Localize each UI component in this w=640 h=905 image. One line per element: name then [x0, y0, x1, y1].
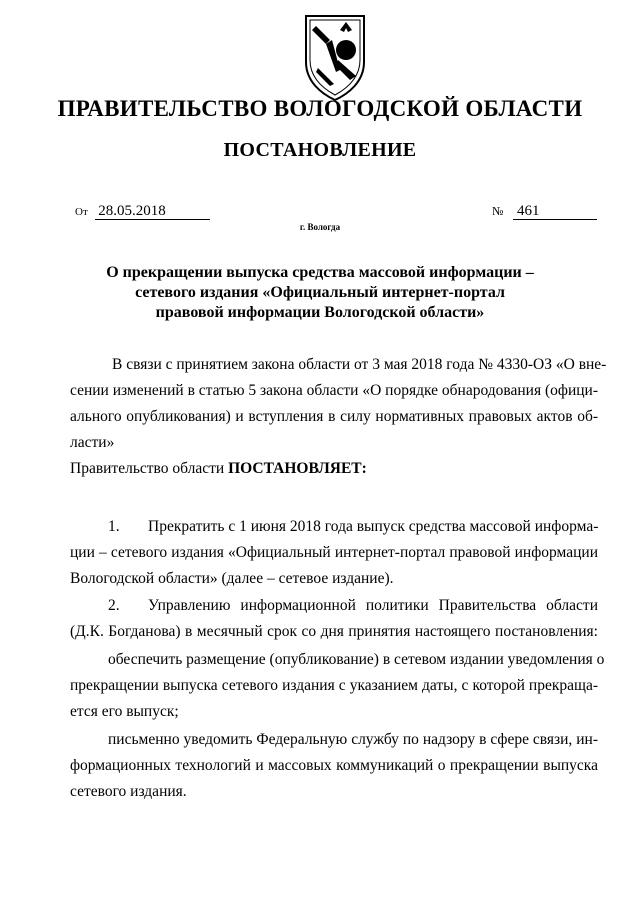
item-2-paragraph	[70, 593, 598, 645]
date-label: От	[75, 206, 88, 218]
item-number: 1.	[108, 518, 120, 535]
date-value: 28.05.2018	[95, 203, 210, 220]
number-value: 461	[513, 203, 597, 220]
date-field	[75, 203, 210, 220]
number-field	[492, 203, 597, 220]
resolve-word: ПОСТАНОВЛЯЕТ:	[228, 460, 367, 477]
item-1-paragraph	[70, 514, 598, 592]
document-subject	[100, 263, 540, 323]
item-number: 2.	[108, 597, 120, 614]
item-text: Прекратить с 1 июня 2018 года выпуск средства массовой информа-	[148, 518, 599, 535]
text-line: ального опубликования) и вступления в силу нормативных правовых актов об-	[70, 408, 598, 425]
item-text: Управлению информационной политики Правительства области	[148, 597, 598, 614]
text-line: ции – сетевого издания «Официальный интернет-портал правовой информации	[70, 544, 598, 561]
text-line: Вологодской области» (далее – сетевое издание).	[70, 570, 394, 587]
resolve-prefix: Правительство области	[70, 460, 225, 477]
text-line: (Д.К. Богданова) в месячный срок со дня принятия настоящего постановления:	[70, 623, 598, 640]
city-label: г. Вологда	[299, 222, 341, 232]
subject-line: правовой информации Вологодской области»	[155, 304, 485, 321]
number-label: №	[492, 204, 504, 218]
government-title: ПРАВИТЕЛЬСТВО ВОЛОГОДСКОЙ ОБЛАСТИ	[57, 96, 583, 121]
text-line: ется его выпуск;	[70, 703, 179, 720]
item-2b-paragraph	[70, 727, 598, 805]
text-line	[70, 593, 598, 619]
subject-line: сетевого издания «Официальный интернет-портал	[135, 284, 505, 301]
item-2a-paragraph	[70, 647, 605, 725]
preamble-paragraph	[70, 352, 607, 482]
text-line: обеспечить размещение (опубликование) в сетевом издании уведомления о	[108, 651, 605, 668]
text-line: сетевого издания.	[70, 783, 187, 800]
text-line: прекращении выпуска сетевого издания с указанием даты, с которой прекраща-	[70, 677, 598, 694]
text-line: сении изменений в статью 5 закона области «О порядке обнародования (офици-	[70, 382, 598, 399]
text-line: В связи с принятием закона области от 3 мая 2018 года № 4330-ОЗ «О вне-	[112, 356, 607, 373]
text-line: письменно уведомить Федеральную службу по надзору в сфере связи, ин-	[108, 731, 598, 748]
text-line	[70, 514, 598, 540]
coat-of-arms-emblem	[296, 10, 374, 102]
document-type-heading: ПОСТАНОВЛЕНИЕ	[223, 139, 417, 161]
text-line: формационных технологий и массовых коммуникаций о прекращении выпуска	[70, 757, 598, 774]
text-line: ласти»	[70, 434, 115, 451]
resolve-line	[70, 456, 598, 482]
subject-line: О прекращении выпуска средства массовой информации –	[106, 264, 534, 281]
